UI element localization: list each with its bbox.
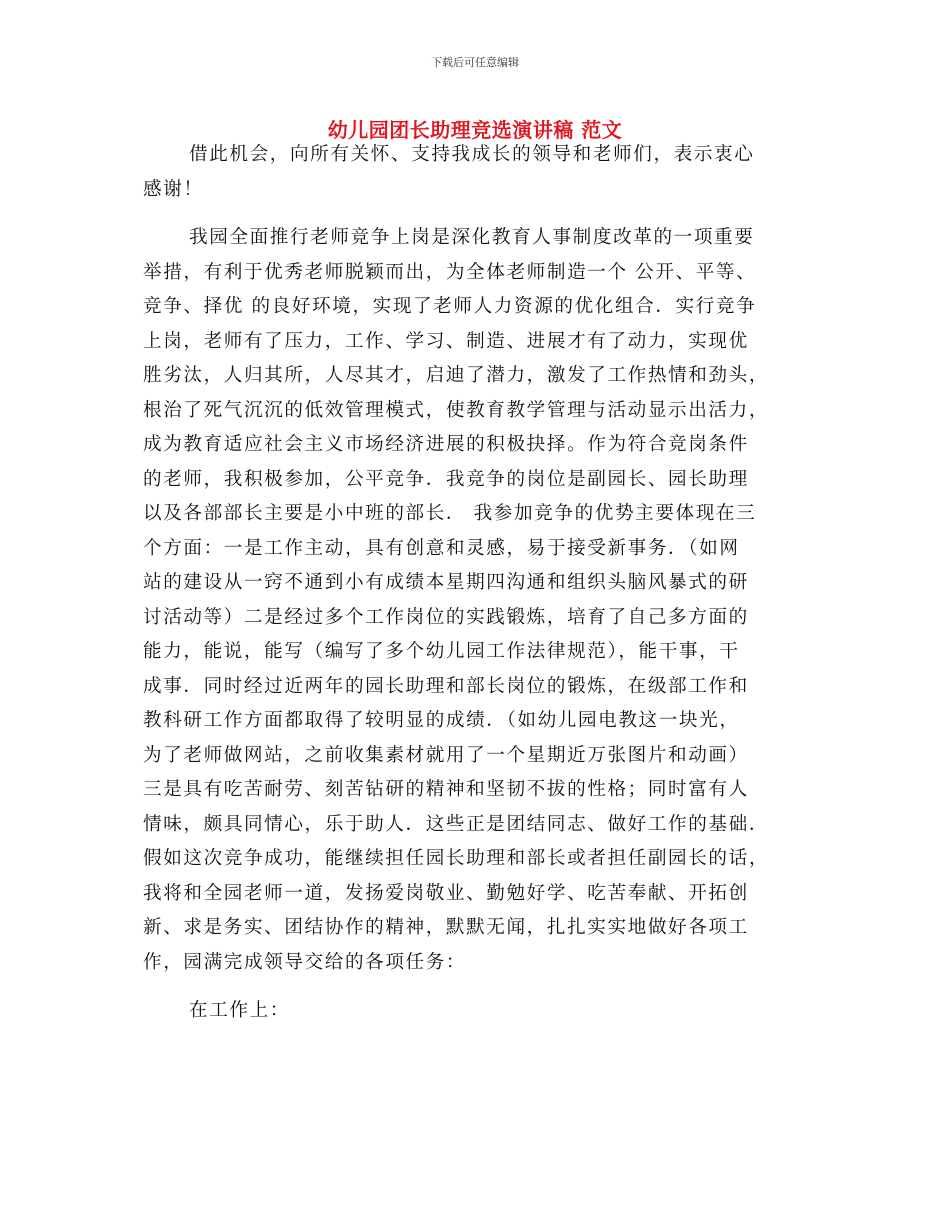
text-line: 竞争、择优 的良好环境，实现了老师人力资源的优化组合．实行竞争 xyxy=(143,296,757,317)
text-line: 个方面：一是工作主动，具有创意和灵感，易于接受新事务．（如网 xyxy=(143,537,740,559)
text-line: 感谢！ xyxy=(143,178,204,200)
paragraph-2 xyxy=(143,221,823,980)
text-line: 教科研工作方面都取得了较明显的成绩．（如幼儿园电教这一块光， xyxy=(143,710,740,731)
paragraph-3 xyxy=(143,994,823,1029)
text-line: 作，园满完成领导交给的各项任务： xyxy=(143,951,467,973)
document-body xyxy=(143,138,823,1029)
document-title: 幼儿园团长助理竞选演讲稿 范文 xyxy=(327,118,623,142)
text-line: 胜劣汰，人归其所，人尽其才，启迪了潜力，激发了工作热情和劲头， xyxy=(143,365,770,386)
text-line: 假如这次竞争成功，能继续担任园长助理和部长或者担任副园长的话， xyxy=(143,848,770,869)
text-line: 在工作上： xyxy=(189,1000,290,1021)
text-line: 三是具有吃苦耐劳、刻苦钻研的精神和坚韧不拔的性格；同时富有人 xyxy=(143,779,749,800)
text-line: 我将和全园老师一道，发扬爱岗敬业、勤勉好学、吃苦奉献、开拓创 xyxy=(143,882,749,904)
text-line: 举措，有利于优秀老师脱颖而出，为全体老师制造一个 公开、平等、 xyxy=(143,261,757,283)
text-line: 讨活动等）二是经过多个工作岗位的实践锻炼，培育了自己多方面的 xyxy=(143,606,749,628)
text-line: 根治了死气沉沉的低效管理模式，使教育教学管理与活动显示出活力， xyxy=(143,399,770,421)
text-line: 成为教育适应社会主义市场经济进展的积极抉择。作为符合竞岗条件 xyxy=(143,434,749,455)
text-line: 站的建设从一窍不通到小有成绩本星期四沟通和组织头脑风暴式的研 xyxy=(143,572,749,593)
text-line: 的老师，我积极参加，公平竞争．我竞争的岗位是副园长、园长助理 xyxy=(143,468,749,490)
paragraph-gap xyxy=(143,980,823,994)
text-line: 以及各部部长主要是小中班的部长． 我参加竞争的优势主要体现在三 xyxy=(143,503,757,524)
text-line: 能力，能说，能写（编写了多个幼儿园工作法律规范），能干事，干 xyxy=(143,641,740,662)
text-line: 为了老师做网站，之前收集素材就用了一个星期近万张图片和动画） xyxy=(143,744,749,766)
paragraph-1 xyxy=(143,138,823,207)
page-header-note: 下载后可任意编辑 xyxy=(431,56,519,69)
text-line: 借此机会，向所有关怀、支持我成长的领导和老师们，表示衷心 xyxy=(189,144,755,165)
text-line: 情味，颇具同情心，乐于助人．这些正是团结同志、做好工作的基础． xyxy=(143,813,770,835)
text-line: 上岗，老师有了压力，工作、学习、制造、进展才有了动力，实现优 xyxy=(143,330,749,352)
text-line: 成事．同时经过近两年的园长助理和部长岗位的锻炼，在级部工作和 xyxy=(143,675,749,697)
text-line: 我园全面推行老师竞争上岗是深化教育人事制度改革的一项重要 xyxy=(189,227,755,248)
paragraph-gap xyxy=(143,207,823,221)
text-line: 新、求是务实、团结协作的精神，默默无闻，扎扎实实地做好各项工 xyxy=(143,917,749,938)
